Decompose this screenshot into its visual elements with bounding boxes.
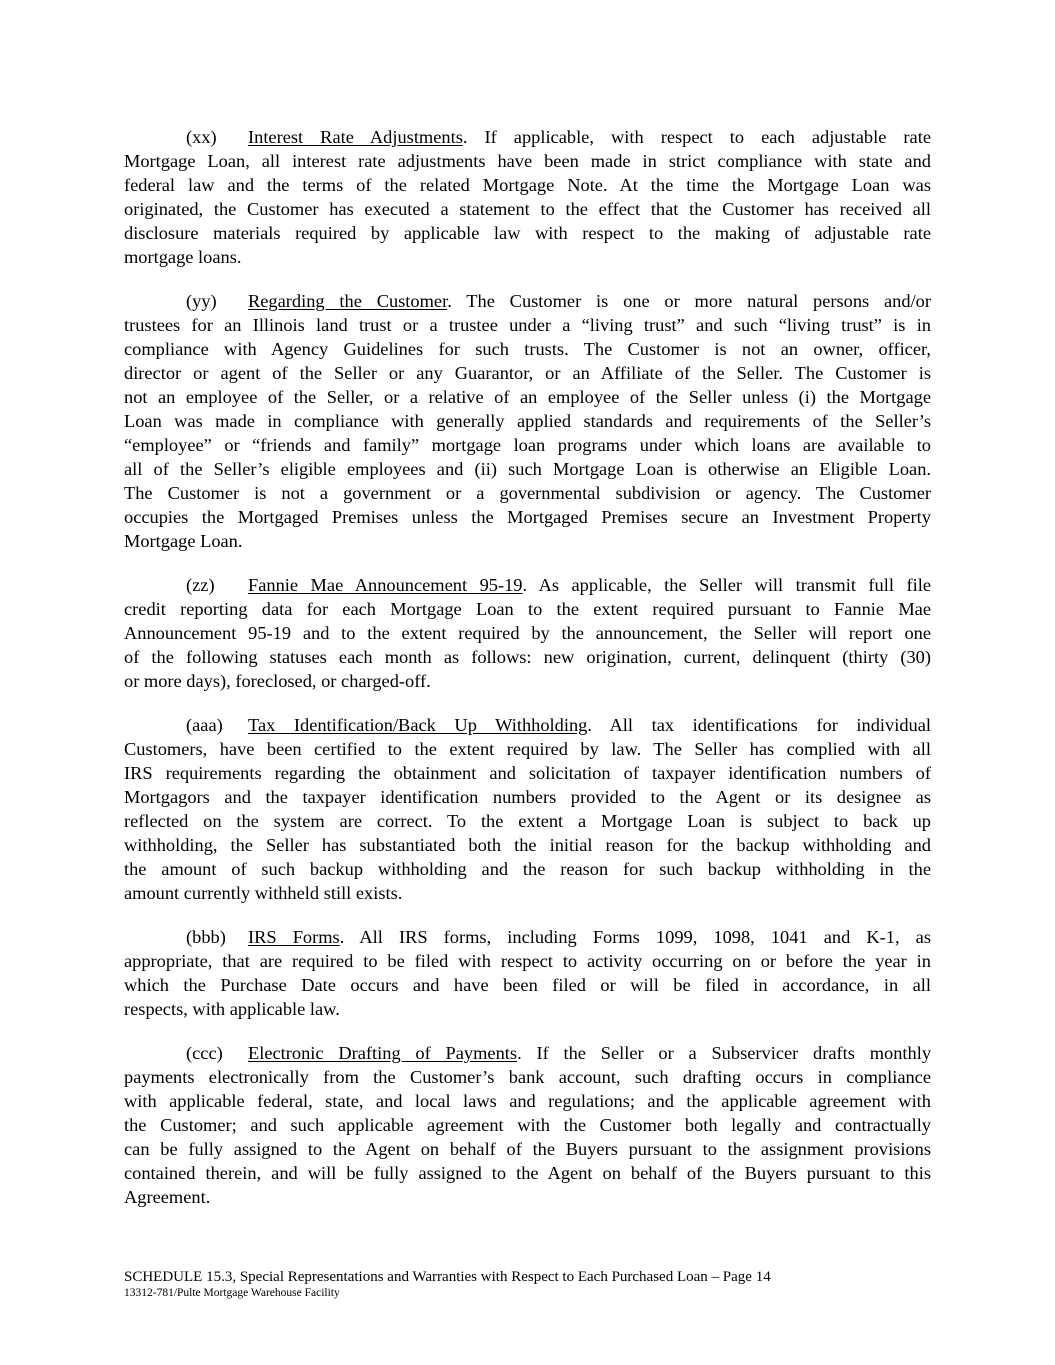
paragraph-first-line <box>124 925 931 949</box>
paragraph-line: director or agent of the Seller or any Guarantor, or an Affiliate of the Seller. The Customer is <box>124 363 931 383</box>
section-heading: Tax Identification/Back Up Withholding <box>248 715 588 735</box>
paragraph-line: Announcement 95-19 and to the extent required by the announcement, the Seller will report one <box>124 623 931 643</box>
paragraph-line: or more days), foreclosed, or charged-off. <box>124 671 431 691</box>
section-label: (bbb) <box>186 927 226 947</box>
paragraph-line: all of the Seller’s eligible employees and (ii) such Mortgage Loan is otherwise an Eligible Loan. <box>124 459 931 479</box>
paragraph-text: . If applicable, with respect to each adjustable rate <box>462 127 931 147</box>
paragraph-line: Agreement. <box>124 1187 211 1207</box>
paragraph-text: . If the Seller or a Subservicer drafts monthly <box>517 1043 932 1063</box>
section-label: (xx) <box>186 127 217 147</box>
section-paragraph <box>124 713 931 905</box>
paragraph-first-line <box>124 713 931 737</box>
paragraph-line: can be fully assigned to the Agent on behalf of the Buyers pursuant to the assignment provisions <box>124 1139 931 1159</box>
section-paragraph <box>124 925 931 1021</box>
paragraph-line: not an employee of the Seller, or a relative of an employee of the Seller unless (i) the Mortgage <box>124 387 931 407</box>
paragraph-line: Mortgage Loan. <box>124 531 243 551</box>
section-label: (zz) <box>186 575 215 595</box>
paragraph-line: the amount of such backup withholding and the reason for such backup withholding in the <box>124 859 931 879</box>
paragraph-line: Mortgagors and the taxpayer identification numbers provided to the Agent or its designee as <box>124 787 931 807</box>
paragraph-line: the Customer; and such applicable agreement with the Customer both legally and contractually <box>124 1115 931 1135</box>
paragraph-first-line <box>124 573 931 597</box>
paragraph-text: . As applicable, the Seller will transmit full file <box>522 575 931 595</box>
paragraph-line: amount currently withheld still exists. <box>124 883 403 903</box>
paragraph-line: mortgage loans. <box>124 247 242 267</box>
section-heading: Interest Rate Adjustments <box>248 127 463 147</box>
paragraph-line: The Customer is not a government or a governmental subdivision or agency. The Customer <box>124 483 931 503</box>
section-heading: Electronic Drafting of Payments <box>248 1043 518 1063</box>
paragraph-line: payments electronically from the Customer’s bank account, such drafting occurs in compliance <box>124 1067 931 1087</box>
page-footer <box>124 1268 771 1300</box>
paragraph-line: reflected on the system are correct. To the extent a Mortgage Loan is subject to back up <box>124 811 931 831</box>
paragraph-line: with applicable federal, state, and local laws and regulations; and the applicable agreement with <box>124 1091 931 1111</box>
section-paragraph <box>124 125 931 269</box>
footer-schedule-line: SCHEDULE 15.3, Special Representations and Warranties with Respect to Each Purchased Loan – Page 14 <box>124 1269 771 1285</box>
section-label: (ccc) <box>186 1043 223 1063</box>
section-heading: Regarding the Customer <box>248 291 448 311</box>
paragraph-line: trustees for an Illinois land trust or a trustee under a “living trust” and such “living trust” is in <box>124 315 931 335</box>
paragraph-line: federal law and the terms of the related Mortgage Note. At the time the Mortgage Loan was <box>124 175 931 195</box>
paragraph-text: . All IRS forms, including Forms 1099, 1098, 1041 and K-1, as <box>339 927 931 947</box>
paragraph-line: Mortgage Loan, all interest rate adjustments have been made in strict compliance with state and <box>124 151 931 171</box>
paragraph-line: IRS requirements regarding the obtainment and solicitation of taxpayer identification numbers of <box>124 763 931 783</box>
paragraph-line: contained therein, and will be fully assigned to the Agent on behalf of the Buyers pursuant to this <box>124 1163 931 1183</box>
paragraph-first-line <box>124 125 931 149</box>
paragraph-line: compliance with Agency Guidelines for such trusts. The Customer is not an owner, officer, <box>124 339 931 359</box>
paragraph-line: occupies the Mortgaged Premises unless the Mortgaged Premises secure an Investment Property <box>124 507 931 527</box>
section-label: (aaa) <box>186 715 223 735</box>
section-paragraph <box>124 1041 931 1209</box>
paragraph-text: . The Customer is one or more natural persons and/or <box>447 291 932 311</box>
section-label: (yy) <box>186 291 217 311</box>
paragraph-line: withholding, the Seller has substantiated both the initial reason for the backup withholding and <box>124 835 931 855</box>
paragraph-line: disclosure materials required by applicable law with respect to the making of adjustable rate <box>124 223 931 243</box>
document-body <box>124 125 931 1229</box>
footer-document-id: 13312-781/Pulte Mortgage Warehouse Facility <box>124 1287 340 1299</box>
section-heading: Fannie Mae Announcement 95-19 <box>248 575 523 595</box>
paragraph-first-line <box>124 289 931 313</box>
section-heading: IRS Forms <box>248 927 340 947</box>
paragraph-line: respects, with applicable law. <box>124 999 340 1019</box>
paragraph-line: which the Purchase Date occurs and have been filed or will be filed in accordance, in all <box>124 975 931 995</box>
paragraph-line: appropriate, that are required to be filed with respect to activity occurring on or before the year in <box>124 951 931 971</box>
paragraph-first-line <box>124 1041 931 1065</box>
paragraph-line: of the following statuses each month as follows: new origination, current, delinquent (thirty (30) <box>124 647 931 667</box>
paragraph-line: “employee” or “friends and family” mortgage loan programs under which loans are available to <box>124 435 931 455</box>
paragraph-line: Loan was made in compliance with generally applied standards and requirements of the Seller’s <box>124 411 931 431</box>
paragraph-line: originated, the Customer has executed a statement to the effect that the Customer has received all <box>124 199 931 219</box>
section-paragraph <box>124 289 931 553</box>
paragraph-text: . All tax identifications for individual <box>587 715 931 735</box>
section-paragraph <box>124 573 931 693</box>
paragraph-line: Customers, have been certified to the extent required by law. The Seller has complied with all <box>124 739 931 759</box>
paragraph-line: credit reporting data for each Mortgage Loan to the extent required pursuant to Fannie Mae <box>124 599 931 619</box>
